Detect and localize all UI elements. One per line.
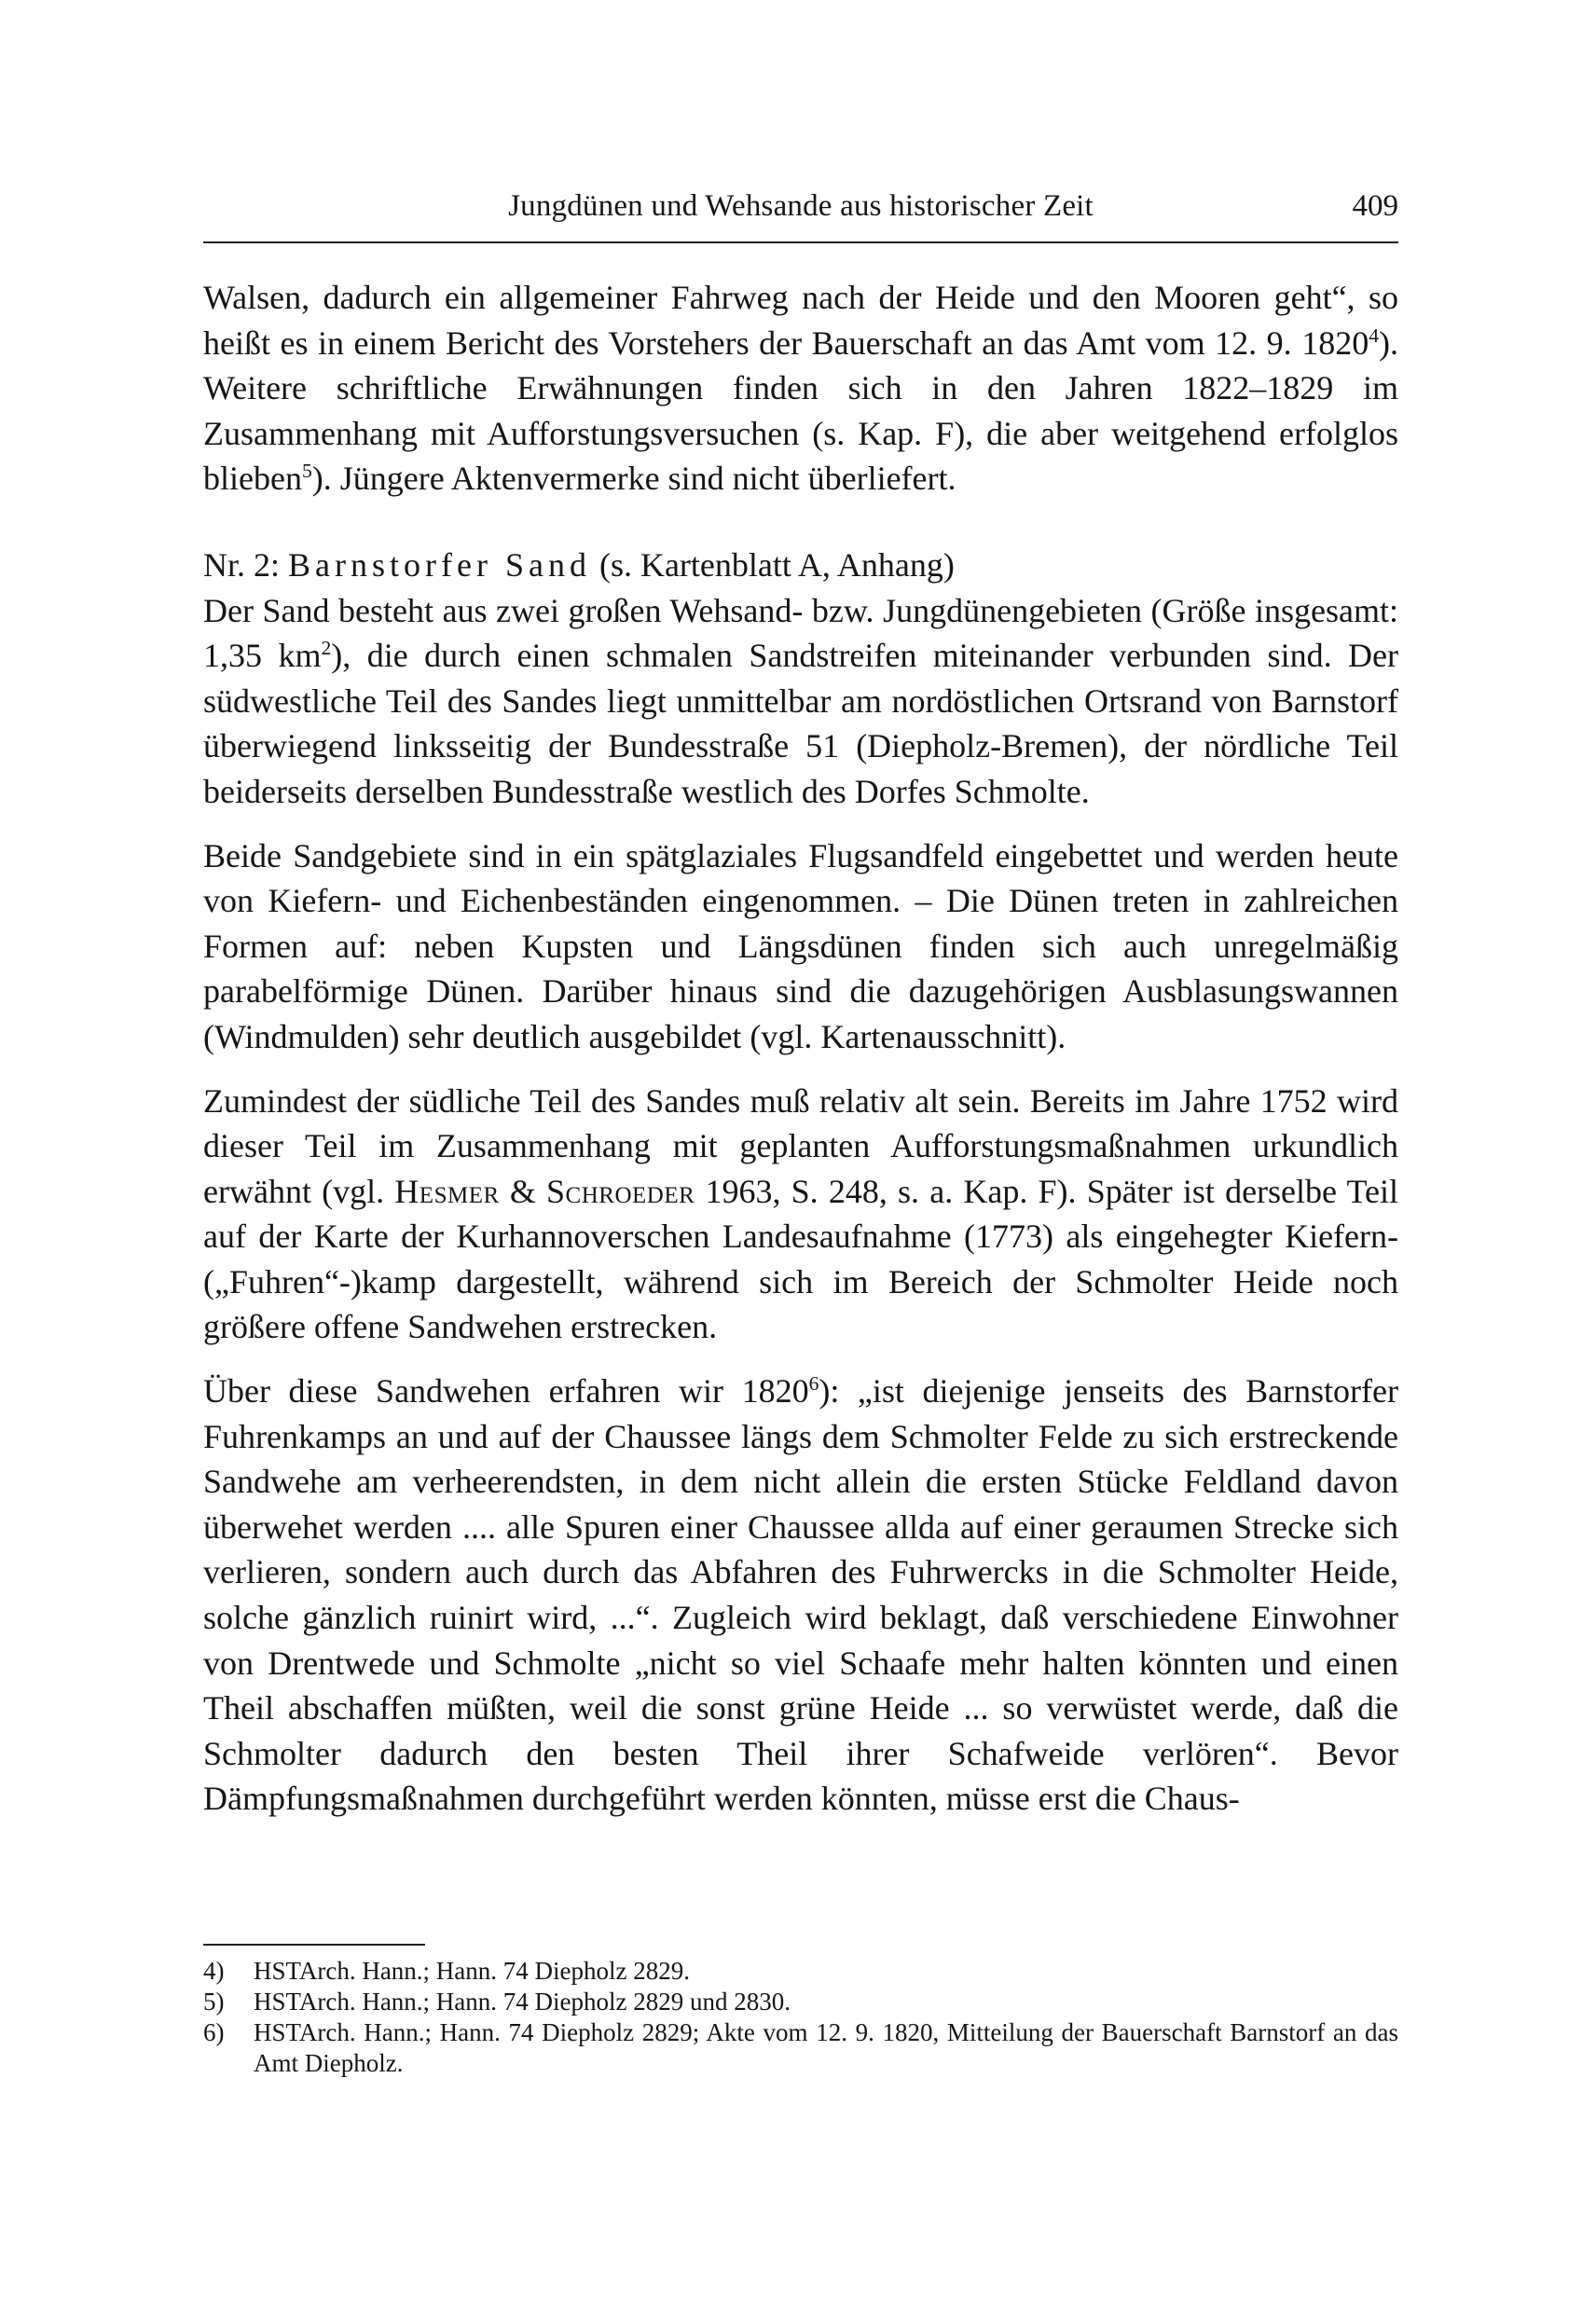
section-reference: (s. Kartenblatt A, Anhang): [590, 545, 955, 584]
footnote-text: HSTArch. Hann.; Hann. 74 Diepholz 2829 und 2830.: [254, 1988, 791, 2016]
text-run: Über diese Sandwehen erfahren wir 1820: [203, 1372, 809, 1411]
running-header: [203, 189, 1398, 243]
paragraph-sandgebiete: Beide Sandgebiete sind in ein spätglaziales Flugsandfeld eingebettet und werden heute von Kiefern- und Eichenbeständen eingenommen. – Die Dünen treten in zahlreichen Formen auf: neben Kupsten und Längsdünen finden sich auch unregelmäßig parabelförmige Dünen. Darüber hinaus sind die dazugehörigen Ausblasungswannen (Windmulden) sehr deutlich ausgebildet (vgl. Kartenausschnitt).: [203, 836, 1398, 1055]
paragraph-sandwehen: [203, 1369, 1398, 1822]
footnote-text: HSTArch. Hann.; Hann. 74 Diepholz 2829.: [254, 1957, 691, 1985]
section-name: Barnstorfer Sand: [288, 545, 591, 584]
text-run: Walsen, dadurch ein allgemeiner Fahrweg nach der Heide und den Mooren geht“, so heißt es in einem Bericht des Vorstehers der Bauerschaft an das Amt vom 12. 9. 1820: [203, 279, 1398, 362]
footnote-ref: 4: [1369, 323, 1379, 347]
page-number: 409: [1352, 189, 1398, 223]
paragraph-walsen: [203, 275, 1398, 502]
footnotes: [203, 1956, 1398, 2079]
footnote-ref: 5: [301, 460, 312, 483]
author-name: Hesmer: [394, 1172, 500, 1210]
footnote-mark: 6): [203, 2018, 225, 2046]
footnote-text: HSTArch. Hann.; Hann. 74 Diepholz 2829; Akte vom 12. 9. 1820, Mitteilung der Bauerschaft Barnstorf an das Amt Diepholz.: [254, 2018, 1398, 2077]
footnote: [203, 2017, 1398, 2079]
text-run: 1963, S. 248, s. a. Kap. F). Später ist derselbe Teil auf der Karte der Kurhannoverschen Landesaufnahme (1773) als eingehegter Kiefern-(„Fuhren“-)kamp dargestellt, während sich im Bereich der Schmolter Heide noch größere offene Sandwehen erstrecken.: [203, 1172, 1398, 1346]
footnote: [203, 1956, 1398, 1987]
text-run: &: [499, 1172, 547, 1210]
text-run: Der Sand besteht aus zwei großen Wehsand- bzw. Jungdünengebieten (Größe insgesamt: 1,35 km: [203, 591, 1398, 675]
author-name: Schroeder: [546, 1172, 695, 1210]
superscript: 2: [321, 637, 332, 660]
footnote-divider: [203, 1944, 425, 1946]
running-title: Jungdünen und Wehsande aus historischer Zeit: [508, 189, 1094, 223]
text-run: Zumindest der südliche Teil des Sandes muß relativ alt sein. Bereits im Jahre 1752 wird dieser Teil im Zusammenhang mit geplanten Aufforstungsmaßnahmen urkundlich erwähnt (vgl.: [203, 1081, 1398, 1210]
text-run: ): „ist diejenige jenseits des Barnstorfer Fuhrenkamps an und auf der Chaussee längs dem Schmolter Felde zu sich erstreckende Sandwehe am verheerendsten, in dem nicht allein die ersten Stücke Feldland davon überwehet werden .... alle Spuren einer Chaussee allda auf einer geraumen Strecke sich verlieren, sondern auch durch das Abfahren des Fuhrwercks in die Schmolter Heide, solche gänzlich ruinirt wird, ...“. Zugleich wird beklagt, daß verschiedene Einwohner von Drentwede und Schmolte „nicht so viel Schaafe mehr halten könnten und einen Theil abschaffen müßten, weil die sonst grüne Heide ... so verwüstet werde, daß die Schmolter dadurch den besten Theil ihrer Schafweide verlören“. Bevor Dämpfungsmaßnahmen durchgeführt werden könnten, müsse erst die Chaus-: [203, 1372, 1398, 1818]
section-number: Nr. 2:: [203, 545, 289, 584]
text-run: ), die durch einen schmalen Sandstreifen miteinander verbunden sind. Der südwestliche Teil des Sandes liegt unmittelbar am nordöstlichen Ortsrand von Barnstorf überwiegend linksseitig der Bundesstraße 51 (Diepholz-Bremen), der nördliche Teil beiderseits derselben Bundesstraße westlich des Dorfes Schmolte.: [203, 637, 1398, 810]
main-text: [203, 275, 1398, 1822]
footnote-mark: 4): [203, 1957, 225, 1985]
text-run: ). Jüngere Aktenvermerke sind nicht überliefert.: [311, 460, 956, 498]
section-heading-barnstorfer-sand: [203, 543, 1398, 588]
footnote-ref: 6: [808, 1372, 819, 1396]
footnote-mark: 5): [203, 1988, 225, 2016]
footnote: [203, 1987, 1398, 2017]
text-run: ). Weitere schriftliche Erwähnungen finden sich in den Jahren 1822–1829 im Zusammenhang mit Aufforstungsversuchen (s. Kap. F), die aber weitgehend erfolglos blieben: [203, 323, 1398, 498]
paragraph-sand-description: [203, 588, 1398, 815]
paragraph-history: [203, 1079, 1398, 1351]
